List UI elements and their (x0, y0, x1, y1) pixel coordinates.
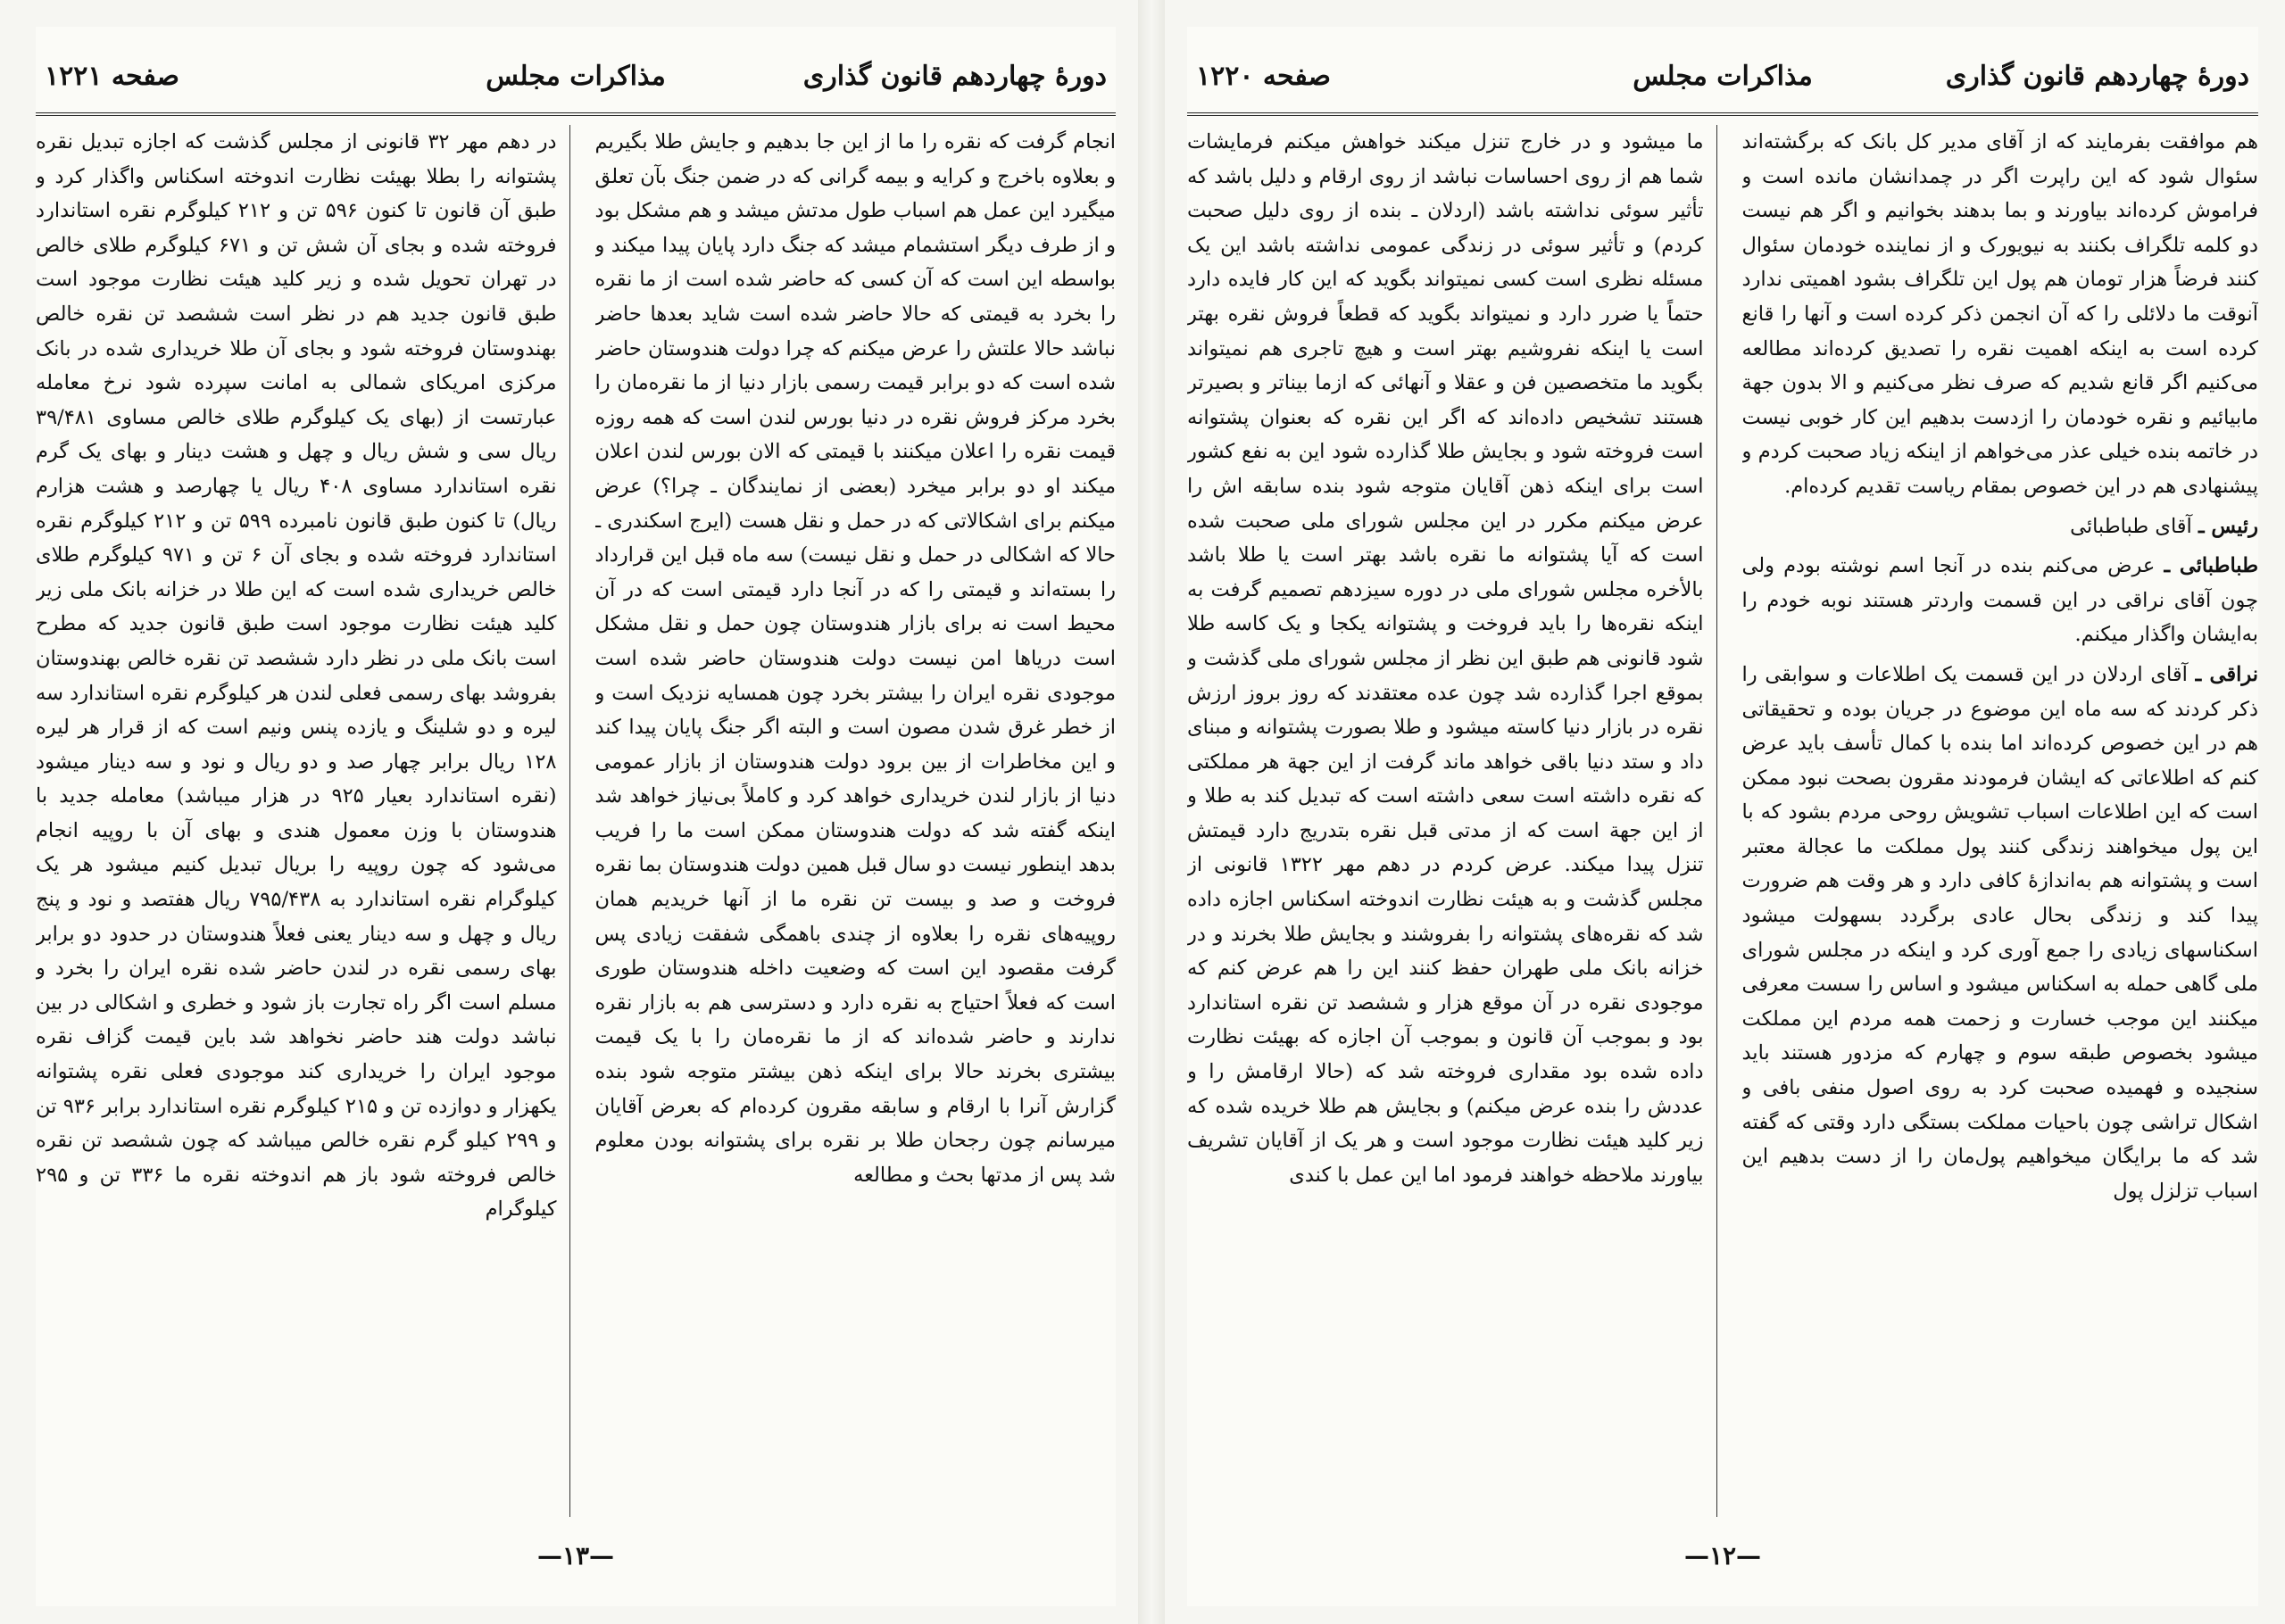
header-rule (36, 112, 1116, 116)
column-2 (36, 125, 570, 1517)
page-header (36, 54, 1116, 116)
paragraph-text: انجام گرفت که نقره را ما از این جا بدهیم و جایش طلا بگیریم و بعلاوه باخرج و کرایه و بیمه گرانی که در ضمن جنگ بآن تعلق میگیرد این عمل هم اسباب طول مدتش میشد و هم مشکل بود و از طرف دیگر استشمام میشد که جنگ دارد پایان پیدا میکند و بواسطه این است که آن کسی که حاضر شده است از ما نقره را بخرد به قیمتی که حالا حاضر شده است شاید بعدها حاضر نباشد حالا علتش را عرض میکنم که چرا دولت هندوستان حاضر شده است که دو برابر قیمت رسمی بازار دنیا از ما نقره‌مان را بخرد مرکز فروش نقره در دنیا بورس لندن است که همه روزه قیمت نقره را اعلان میکنند با قیمتی که الان بورس لندن اعلان میکند او دو برابر میخرد (بعضی از نمایندگان ـ چرا؟) عرض میکنم برای اشکالاتی که در حمل و نقل هست (ایرج اسکندری ـ حالا که اشکالی در حمل و نقل نیست) سه ماه قبل این قرارداد را بسته‌اند و قیمتی را که در آنجا دارد قیمتی است که در آن محیط است نه برای بازار هندوستان چون حمل و نقل مشکل است دریاها امن نیست دولت هندوستان حاضر شده است موجودی نقره ایران را بیشتر بخرد چون همسایه نزدیک است و از خطر غرق شدن مصون است و البته اگر جنگ پایان پیدا کند و این مخاطرات از بین برود دولت هندوستان از بازار عمومی دنیا از بازار لندن خریداری خواهد کرد و کاملاً بی‌نیاز خواهد شد اینکه گفته شد که دولت هندوستان ممکن است ما را فریب بدهد اینطور نیست دو سال قبل همین دولت هندوستان بما نقره فروخت و صد و بیست تن نقره ما از آنها خریدیم همان روپیه‌های نقره را بعلاوه از چندی باهمگی شفقت زیادی پس گرفت مقصود این است که وضعیت داخله هندوستان طوری است که فعلاً احتیاج به نقره دارد و دسترسی هم به بازار نقره ندارند و حاضر شده‌اند که از ما نقره‌مان را با یک قیمت بیشتری بخرند حالا برای اینکه ذهن بیشتر متوجه شود بنده گزارش آنرا با ارقام و سابقه مقرون کرده‌ام که بعرض آقایان میرسانم چون رجحان طلا بر نقره برای پشتوانه بودن معلوم شد پس از مدتها بحث و مطالعه (594, 130, 1116, 1187)
paragraph (1742, 658, 2259, 1209)
page-number: —۱۳— (536, 1541, 615, 1570)
paragraph (595, 125, 1117, 1192)
right-page (1187, 27, 2258, 1606)
book-gutter (1138, 0, 1165, 1624)
page-label: صفحه ۱۲۲۱ (45, 61, 179, 92)
proceedings-title: مذاکرات مجلس (486, 61, 666, 92)
speaker-name: طباطبائی ـ (2164, 554, 2258, 578)
paragraph-text: آقای طباطبائی (2070, 514, 2192, 538)
column-2 (1187, 125, 1717, 1517)
page-header (1187, 54, 2258, 116)
paragraph-text: عرض می‌کنم بنده در آنجا اسم نوشته بودم ولی چون آقای نراقی در این قسمت واردتر هستند نوبه خودم را به‌ایشان واگذار میکنم. (1741, 554, 2258, 647)
paragraph (1742, 510, 2259, 544)
speaker-name: رئیس ـ (2198, 514, 2258, 538)
left-page (36, 27, 1116, 1606)
column-1 (1742, 125, 2259, 1517)
paragraph (1742, 549, 2259, 652)
paragraph-text: ما میشود و در خارج تنزل میکند خواهش میکنم فرمایشات شما هم از روی احساسات نباشد از روی ارقام و دلیل باشد که تأثیر سوئی نداشته باشد (اردلان ـ بنده از روی دلیل صحبت کردم) و تأثیر سوئی در زندگی عمومی نداشته باشد این یک مسئله نظری است کسی نمیتواند بگوید که این کار فایده دارد حتماً یا ضرر دارد و نمیتواند بگوید که قطعاً فروش نقره بهتر است یا اینکه نفروشیم بهتر است و هیچ تاجری هم نمیتواند بگوید ما متخصصین فن و عقلا و آنهائی که ازما بیناتر و بصیرتر هستند تشخیص داده‌اند که اگر این نقره که بعنوان پشتوانه است فروخته شود و بجایش طلا گذارده شود این به نفع کشور است برای اینکه ذهن آقایان متوجه شود بنده سابقه اش را عرض میکنم مکرر در این مجلس شورای ملی صحبت شده است که آیا پشتوانه ما نقره باشد بهتر است یا طلا باشد بالأخره مجلس شورای ملی در دوره سیزدهم تصمیم گرفت به اینکه نقره‌ها را باید فروخت و پشتوانه یکجا و یک کاسه طلا شود قانونی هم طبق این نظر از مجلس شورای ملی گذشت و بموقع اجرا گذارده شد چون عده معتقدند که روز بروز ارزش نقره در بازار دنیا کاسته میشود و طلا بصورت پشتوانه و مبنای داد و ستد دنیا باقی خواهد ماند گرفت از این جهة هر مملکتی که نقره داشته است سعی داشته است که تبدیل کند به طلا و از این جهة است که از مدتی قبل نقره بتدریج دارد قیمتش تنزل پیدا میکند. عرض کردم در دهم مهر ۱۳۲۲ قانونی از مجلس گذشت و به هیئت نظارت اندوخته اسکناس اجازه داده شد که نقره‌های پشتوانه را بفروشند و بجایش طلا بخرند و در خزانه بانک ملی طهران حفظ کنند این را هم عرض کنم که موجودی نقره در آن موقع هزار و ششصد تن نقره استاندارد بود و بموجب آن قانون و بموجب آن اجازه که بهیئت نظارت داده شده بود مقداری فروخته شد که (حالا ارقامش را و عددش را بنده عرض میکنم) و بجایش هم طلا خریده شده که زیر کلید هیئت نظارت موجود است و هر یک از آقایان تشریف بیاورند ملاحظه خواهند فرمود اما این عمل با کندی (1187, 130, 1704, 1187)
paragraph (36, 125, 557, 1227)
proceedings-title: مذاکرات مجلس (1633, 61, 1813, 92)
speaker-name: نراقی ـ (2195, 662, 2258, 686)
text-columns (36, 125, 1116, 1517)
paragraph (1187, 125, 1704, 1192)
paragraph-text: هم موافقت بفرمایند که از آقای مدیر کل بانک که برگشته‌اند سئوال شود که این راپرت اگر در چمدانشان مانده است و فراموش کرده‌اند بیاورند و بما بدهند بخوانیم و اگر هم نیست دو کلمه تلگراف بکنند به نیویورک و از نماینده خودمان سئوال کنند فرضاً هزار تومان هم پول این تلگراف بشود اهمیتی ندارد آنوقت ما دلائلی را که آن انجمن ذکر کرده است و آنها را قانع کرده است به اینکه اهمیت نقره را تصدیق کرده‌اند مطالعه می‌کنیم اگر قانع شدیم که صرف نظر می‌کنیم و الا بدون جهة مابیائیم و نقره خودمان را ازدست بدهیم این کار خوبی نیست در خاتمه بنده خیلی عذر می‌خواهم از اینکه زیاد صحبت کردم و پیشنهادی هم در این خصوص بمقام ریاست تقدیم کرده‌ام. (1741, 130, 2258, 498)
session-title: دورهٔ چهاردهم قانون گذاری (802, 61, 1107, 92)
paragraph-text: در دهم مهر ۳۲ قانونی از مجلس گذشت که اجازه تبدیل نقره پشتوانه را بطلا بهیئت نظارت اندوخته اسکناس واگذار کرد و طبق آن قانون تا کنون ۵۹۶ تن و ۲۱۲ کیلوگرم نقره استاندارد فروخته شده و بجای آن شش تن و ۶۷۱ کیلوگرم طلای خالص در تهران تحویل شده و زیر کلید هیئت نظارت موجود است طبق قانون جدید هم در نظر است ششصد تن نقره خالص بهندوستان فروخته شود و بجای آن طلا خریداری شده در بانک مرکزی امریکای شمالی به امانت سپرده شود نرخ معامله عبارتست از (بهای یک کیلوگرم طلای خالص مساوی ۳۹/۴۸۱ ریال سی و شش ریال و چهل و هشت دینار و بهای یک گرم نقره استاندارد مساوی ۴۰۸ ریال یا چهارصد و هشت هزارم ریال) تا کنون طبق قانون نامبرده ۵۹۹ تن و ۲۱۲ کیلوگرم نقره استاندارد فروخته شده و بجای آن ۶ تن و ۹۷۱ کیلوگرم طلای خالص خریداری شده است که این طلا در خزانه بانک ملی زیر کلید هیئت نظارت موجود است طبق قانون جدید که مطرح است بانک ملی در نظر دارد ششصد تن نقره خالص بهندوستان بفروشد بهای رسمی فعلی لندن هر کیلوگرم نقره استاندارد سه لیره و دو شلینگ و یازده پنس ونیم است که از قرار هر لیره ۱۲۸ ریال برابر چهار صد و دو ریال و نود و سه دینار میشود (نقره استاندارد بعیار ۹۲۵ در هزار میباشد) معامله جدید با هندوستان با وزن معمول هندی و بهای آن با روپیه انجام می‌شود که چون روپیه را بریال تبدیل کنیم میشود هر یک کیلوگرام نقره استاندارد به ۷۹۵/۴۳۸ ریال هفتصد و نود و پنج ریال و چهل و سه دینار یعنی فعلاً هندوستان در حدود دو برابر بهای رسمی نقره در لندن حاضر شده نقره ایران را بخرد و مسلم است اگر راه تجارت باز شود و خطری و اشکالی در بین نباشد دولت هند حاضر نخواهد شد باین قیمت گزاف نقره موجود ایران را خریداری کند موجودی فعلی نقره پشتوانه یکهزار و دوازده تن و ۲۱۵ کیلوگرم نقره استاندارد برابر ۹۳۶ تن و ۲۹۹ کیلو گرم نقره خالص میباشد که چون ششصد تن نقره خالص فروخته شود باز هم اندوخته نقره ما ۳۳۶ تن و ۲۹۵ کیلوگرام (36, 130, 557, 1222)
paragraph-text: آقای اردلان در این قسمت یک اطلاعات و سوابقی را ذکر کردند که سه ماه این موضوع در جریان بوده و تحقیقاتی هم در این خصوص کرده‌اند اما بنده با کمال تأسف باید عرض کنم که اطلاعاتی که ایشان فرمودند مقرون بصحت نبود ممکن است که این اطلاعات اسباب تشویش روحی مردم بشود که با این پول میخواهند زندگی کنند پول مملکت ما عجالة معتبر است و پشتوانه هم به‌اندازهٔ کافی دارد و هر وقت هم ضرورت پیدا کند و زندگی بحال عادی برگردد بسهولت میشود اسکناسهای زیادی را جمع آوری کرد و اینکه در مجلس شورای ملی گاهی حمله به اسکناس میشود و اساس را سست معرفی میکنند این موجب خسارت و زحمت همه مردم این مملکت میشود بخصوص طبقه سوم و چهارم که مزدور هستند باید سنجیده و فهمیده صحبت کرد به روی اصول منفی بافی و اشکال تراشی چون باحیات مملکت بستگی دارد وقتی که گفته شد که ما برایگان میخواهیم پول‌مان را از دست بدهیم این اسباب تزلزل پول (1741, 662, 2258, 1203)
column-1 (595, 125, 1117, 1517)
header-rule (1187, 112, 2258, 116)
paragraph (1742, 125, 2259, 504)
page-number: —۱۲— (1683, 1541, 1762, 1570)
page-label: صفحه ۱۲۲۰ (1196, 61, 1331, 92)
text-columns (1187, 125, 2258, 1517)
session-title: دورهٔ چهاردهم قانون گذاری (1945, 61, 2249, 92)
